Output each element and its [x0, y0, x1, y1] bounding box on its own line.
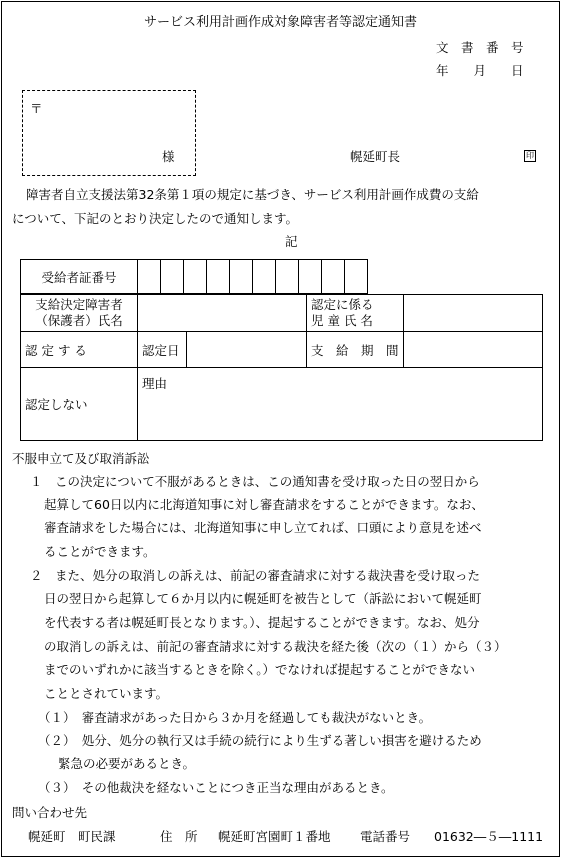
digit-cell: [276, 260, 299, 294]
ki-label: 記: [285, 234, 298, 249]
digit-cell: [184, 260, 207, 294]
phone-label: 電話番号: [360, 829, 411, 844]
child-name-label: 認定に係る 児 童 氏 名: [307, 295, 404, 332]
recipient-number-table: [20, 259, 368, 294]
appeal-line: ２ また、処分の取消しの訴えは、前記の審査請求に対する裁決書を受け取った: [30, 568, 481, 583]
digit-cell: [345, 260, 368, 294]
appeal-line: 日の翌日から起算して６か月以内に幌延町を被告として（訴訟において幌延町: [44, 591, 482, 606]
decision-table: [20, 294, 543, 441]
appeal-line: 起算して60日以内に北海道知事に対し審査請求をすることができます。なお、: [44, 497, 484, 512]
document-title: サービス利用計画作成対象障害者等認定通知書: [143, 15, 417, 30]
digit-cell: [253, 260, 276, 294]
appeal-line: （３） その他裁決を経ないことにつき正当な理由があるとき。: [38, 780, 394, 795]
period-label: 支 給 期 間: [307, 332, 404, 368]
reason-cell: [138, 368, 543, 441]
document-number-label: 文 書 番 号: [436, 40, 524, 55]
child-name-value: [404, 295, 543, 332]
appeal-line: までのいずれかに該当するときを除く。）でなければ提起することができない: [44, 662, 476, 677]
contact-dept: 幌延町 町民課: [28, 829, 116, 844]
date-label: 年 月 日: [436, 63, 524, 78]
digit-cell: [161, 260, 184, 294]
seal-mark: 印: [526, 151, 534, 160]
reason-label: 理由: [142, 376, 168, 391]
applicant-name-label: 支給決定障害者 （保護者）氏名: [21, 295, 138, 332]
appeal-line: （２） 処分、処分の執行又は手続の続行により生ずる著しい損害を避けるため: [38, 733, 482, 748]
approve-label: 認 定 す る: [21, 332, 138, 368]
appeal-line: を代表する者は幌延町長となります。）、提起することができます。なお、処分: [44, 615, 480, 630]
digit-cell: [299, 260, 322, 294]
postal-mark: 〒: [30, 101, 43, 116]
appeal-line: （１） 審査請求があった日から３か月を経過しても裁決がないとき。: [38, 710, 432, 725]
recipient-number-label: 受給者証番号: [21, 260, 138, 294]
phone-value: 01632―５―1111: [434, 829, 544, 844]
applicant-name-value: [138, 295, 307, 332]
appeal-line: 審査請求をした場合には、北海道知事に申し立てれば、口頭により意見を述べ: [44, 520, 482, 535]
address-value: 幌延町宮園町１番地: [218, 829, 331, 844]
appeal-line: １ この決定について不服があるときは、この通知書を受け取った日の翌日から: [30, 474, 480, 489]
digit-cell: [230, 260, 253, 294]
sama-label: 様: [162, 149, 175, 164]
appeal-heading: 不服申立て及び取消訴訟: [12, 451, 150, 466]
appeal-line: の取消しの訴えは、前記の審査請求に対する裁決を経た後（次の（１）から（３）: [44, 639, 507, 654]
notice-document: [1, 1, 560, 857]
period-value: [404, 332, 543, 368]
intro-line-1: 障害者自立支援法第32条第１項の規定に基づき、サービス利用計画作成費の支給: [26, 187, 479, 202]
deny-label: 認定しない: [21, 368, 138, 441]
digit-cell: [322, 260, 345, 294]
approve-date-label: 認定日: [138, 332, 187, 368]
appeal-line: こととされています。: [44, 686, 169, 701]
approve-date-value: [187, 332, 307, 368]
appeal-line: ることができます。: [44, 544, 156, 559]
contact-heading: 問い合わせ先: [12, 805, 88, 820]
address-label: 住 所: [160, 829, 198, 844]
digit-cell: [138, 260, 161, 294]
appeal-line: 緊急の必要があるとき。: [58, 756, 196, 771]
intro-line-2: について、下記のとおり決定したので通知します。: [12, 211, 299, 226]
issuer-name: 幌延町長: [350, 149, 401, 164]
digit-cell: [207, 260, 230, 294]
